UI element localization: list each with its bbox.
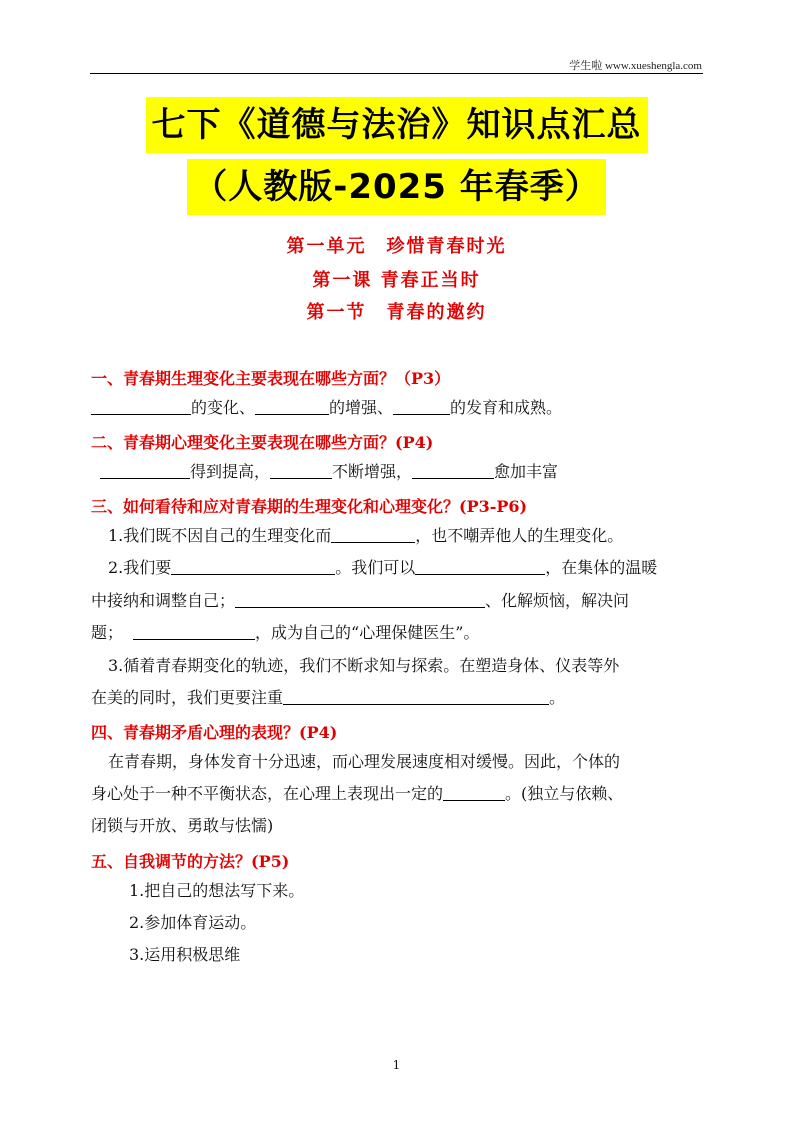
answer-text: 的增强、	[329, 398, 394, 417]
answer-text: 1.我们既不因自己的生理变化而	[108, 526, 332, 545]
fill-blank[interactable]	[393, 398, 450, 415]
answer-text: 2.我们要	[108, 558, 172, 577]
answer-text: 、化解烦恼，解决问	[485, 591, 630, 610]
fill-blank[interactable]	[91, 398, 191, 415]
unit-heading: 第一单元 珍惜青春时光	[286, 236, 507, 257]
answer-text: 的变化、	[191, 398, 256, 417]
question-5-title: 五、自我调节的方法？(P5)	[91, 852, 290, 871]
fill-blank[interactable]	[171, 558, 335, 575]
fill-blank[interactable]	[331, 526, 415, 543]
answer-text: 在美的同时，我们更要注重	[91, 688, 284, 707]
answer-text: 身心处于一种不平衡状态，在心理上表现出一定的	[91, 784, 444, 803]
document-title: 七下《道德与法治》知识点汇总	[146, 97, 648, 153]
answer-text: 。我们可以	[335, 558, 416, 577]
question-3-line-1	[108, 526, 623, 546]
question-4-line-3: 闭锁与开放、勇敢与怯懦)	[91, 816, 274, 835]
answer-text: 不断增强，	[332, 462, 413, 481]
question-2-answer	[100, 462, 558, 482]
fill-blank[interactable]	[133, 623, 255, 640]
question-3-line-4	[91, 623, 479, 643]
question-4-title: 四、青春期矛盾心理的表现？(P4)	[91, 723, 338, 742]
question-1-answer	[91, 398, 562, 418]
answer-text: 题；	[91, 623, 124, 642]
answer-text: 得到提高，	[190, 462, 271, 481]
answer-text: 。	[549, 688, 566, 707]
answer-text: ，在集体的温暖	[545, 558, 658, 577]
question-1-title: 一、青春期生理变化主要表现在哪些方面？（P3）	[91, 369, 451, 388]
question-4-line-1: 在青春期，身体发育十分迅速，而心理发展速度相对缓慢。因此，个体的	[108, 752, 621, 771]
fill-blank[interactable]	[100, 462, 190, 479]
list-item: 1.把自己的想法写下来。	[129, 881, 305, 900]
answer-text: 愈加丰富	[494, 462, 559, 481]
fill-blank[interactable]	[255, 398, 329, 415]
fill-blank[interactable]	[235, 591, 485, 608]
fill-blank[interactable]	[283, 688, 549, 705]
answer-text: ，成为自己的“心理保健医生”。	[255, 623, 480, 642]
question-3-line-3	[91, 591, 629, 611]
answer-text: 的发育和成熟。	[450, 398, 563, 417]
question-4-line-2	[91, 784, 623, 804]
site-header: 学生啦 www.xueshengla.com	[569, 60, 702, 72]
question-3-line-5: 3.循着青春期变化的轨迹，我们不断求知与探索。在塑造身体、仪表等外	[108, 656, 620, 675]
header-divider	[90, 73, 703, 74]
page-number: 1	[392, 1058, 401, 1072]
fill-blank[interactable]	[443, 784, 505, 801]
question-3-title: 三、如何看待和应对青春期的生理变化和心理变化？(P3-P6)	[91, 497, 528, 516]
title-row-2	[0, 159, 793, 215]
document-subtitle: （人教版-2025 年春季）	[187, 159, 606, 215]
answer-text: ，也不嘲弄他人的生理变化。	[415, 526, 624, 545]
answer-text: 中接纳和调整自己；	[91, 591, 236, 610]
question-3-line-6	[91, 688, 565, 708]
fill-blank[interactable]	[270, 462, 332, 479]
lesson-heading: 第一课 青春正当时	[312, 270, 481, 291]
list-item: 3.运用积极思维	[129, 945, 241, 964]
list-item: 2.参加体育运动。	[129, 913, 257, 932]
fill-blank[interactable]	[415, 558, 545, 575]
title-row-1	[0, 97, 793, 153]
question-2-title: 二、青春期心理变化主要表现在哪些方面？(P4)	[91, 433, 434, 452]
fill-blank[interactable]	[412, 462, 494, 479]
question-3-line-2	[108, 558, 657, 578]
section-heading: 第一节 青春的邀约	[306, 302, 487, 323]
answer-text: 。(独立与依赖、	[505, 784, 624, 803]
